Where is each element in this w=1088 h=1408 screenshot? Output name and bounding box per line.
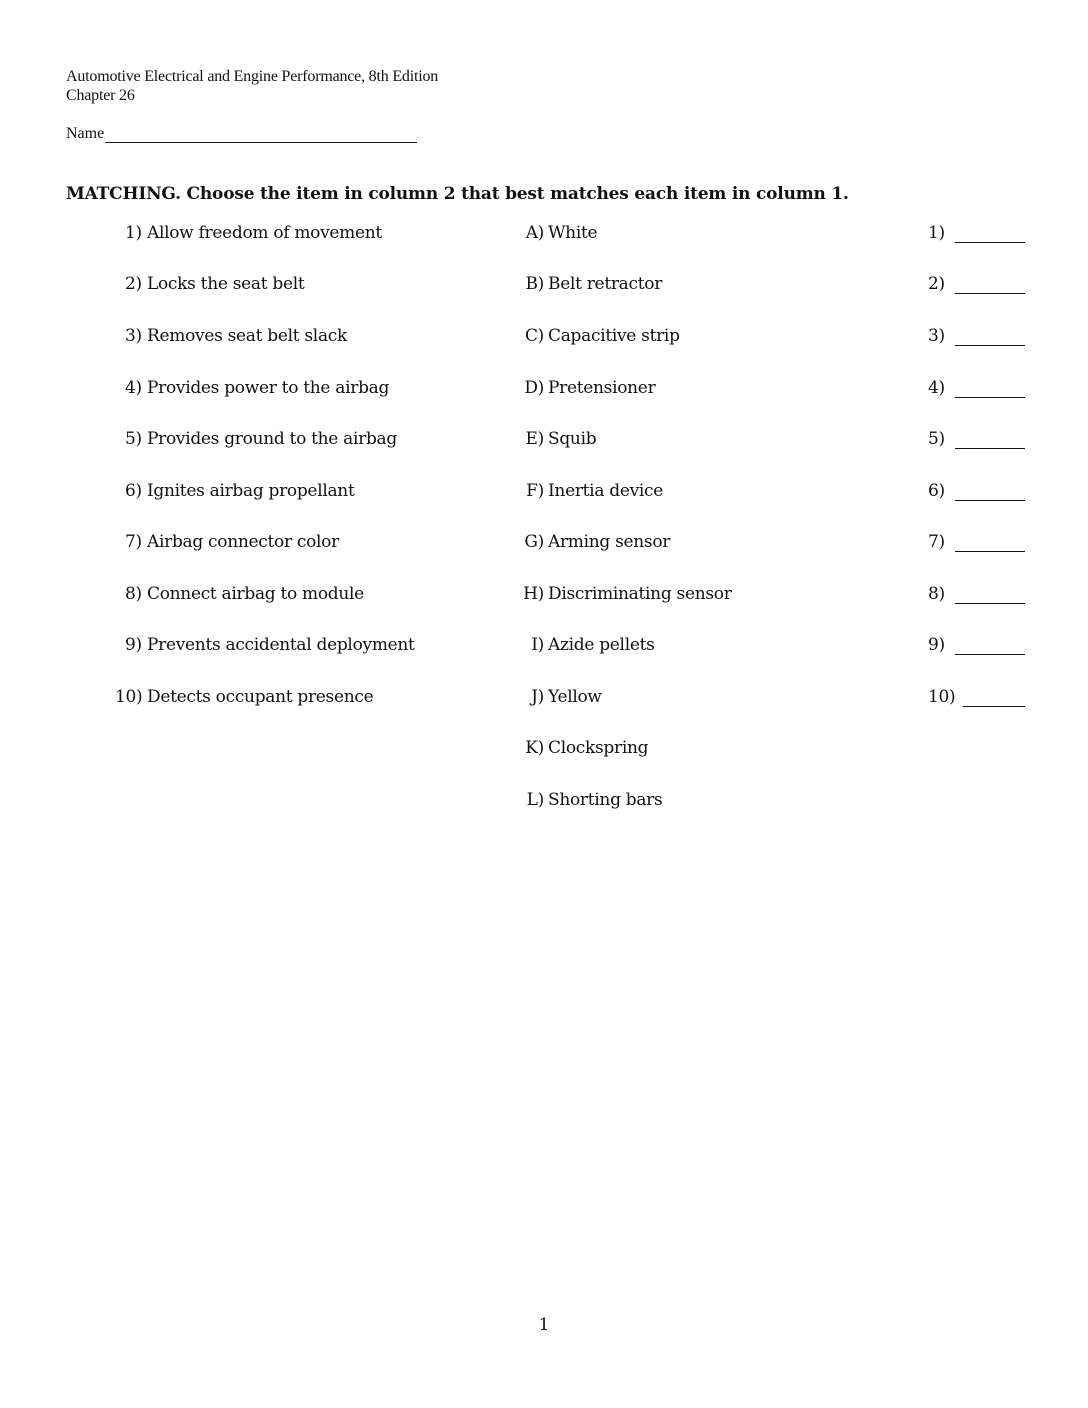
answer-blank[interactable] bbox=[955, 654, 1025, 655]
col1-text: Provides power to the airbag bbox=[147, 378, 390, 398]
col1-number: 4) bbox=[125, 378, 142, 398]
matching-row bbox=[0, 481, 1088, 511]
answer-number: 8) bbox=[928, 584, 945, 604]
matching-row bbox=[0, 429, 1088, 459]
name-label: Name bbox=[66, 125, 105, 142]
col2-letter: I) bbox=[531, 635, 544, 655]
col1-text: Locks the seat belt bbox=[147, 274, 305, 294]
col2-letter: G) bbox=[524, 532, 544, 552]
answer-number: 3) bbox=[928, 326, 945, 346]
answer-blank[interactable] bbox=[963, 706, 1025, 707]
col1-number: 5) bbox=[125, 429, 142, 449]
chapter-label: Chapter 26 bbox=[66, 87, 135, 104]
col2-text: Yellow bbox=[548, 687, 602, 707]
answer-blank[interactable] bbox=[955, 551, 1025, 552]
col2-text: Arming sensor bbox=[548, 532, 671, 552]
col1-number: 10) bbox=[115, 687, 143, 707]
col2-letter: K) bbox=[525, 738, 544, 758]
matching-row bbox=[0, 584, 1088, 614]
answer-number: 4) bbox=[928, 378, 945, 398]
answer-blank[interactable] bbox=[955, 397, 1025, 398]
answer-blank[interactable] bbox=[955, 500, 1025, 501]
col2-text: Discriminating sensor bbox=[548, 584, 732, 604]
col1-number: 8) bbox=[125, 584, 142, 604]
page-number: 1 bbox=[538, 1315, 550, 1335]
matching-row bbox=[0, 532, 1088, 562]
answer-number: 1) bbox=[928, 223, 945, 243]
col2-text: Belt retractor bbox=[548, 274, 663, 294]
answer-number: 6) bbox=[928, 481, 945, 501]
col2-letter: B) bbox=[525, 274, 544, 294]
answer-blank[interactable] bbox=[955, 448, 1025, 449]
instructions: MATCHING. Choose the item in column 2 that best matches each item in column 1. bbox=[66, 184, 849, 204]
col1-text: Ignites airbag propellant bbox=[147, 481, 355, 501]
col2-letter: J) bbox=[531, 687, 544, 707]
matching-row bbox=[0, 378, 1088, 408]
answer-number: 10) bbox=[928, 687, 956, 707]
col2-letter: L) bbox=[526, 790, 544, 810]
col1-text: Detects occupant presence bbox=[147, 687, 374, 707]
col1-number: 2) bbox=[125, 274, 142, 294]
col1-text: Removes seat belt slack bbox=[147, 326, 347, 346]
answer-blank[interactable] bbox=[955, 293, 1025, 294]
col2-text: White bbox=[548, 223, 598, 243]
col1-number: 7) bbox=[125, 532, 142, 552]
answer-blank[interactable] bbox=[955, 345, 1025, 346]
col2-letter: H) bbox=[523, 584, 544, 604]
matching-row bbox=[0, 223, 1088, 253]
col2-letter: E) bbox=[525, 429, 544, 449]
col1-text: Airbag connector color bbox=[147, 532, 339, 552]
matching-row bbox=[0, 738, 1088, 768]
col2-letter: F) bbox=[526, 481, 544, 501]
col1-text: Provides ground to the airbag bbox=[147, 429, 397, 449]
col1-number: 1) bbox=[125, 223, 142, 243]
answer-blank[interactable] bbox=[955, 242, 1025, 243]
matching-row bbox=[0, 635, 1088, 665]
col1-text: Allow freedom of movement bbox=[147, 223, 382, 243]
col1-text: Prevents accidental deployment bbox=[147, 635, 415, 655]
col1-number: 3) bbox=[125, 326, 142, 346]
col1-number: 6) bbox=[125, 481, 142, 501]
matching-row bbox=[0, 326, 1088, 356]
answer-blank[interactable] bbox=[955, 603, 1025, 604]
col2-letter: D) bbox=[524, 378, 544, 398]
answer-number: 2) bbox=[928, 274, 945, 294]
answer-number: 5) bbox=[928, 429, 945, 449]
matching-row bbox=[0, 687, 1088, 717]
answer-number: 9) bbox=[928, 635, 945, 655]
col1-number: 9) bbox=[125, 635, 142, 655]
col2-text: Capacitive strip bbox=[548, 326, 680, 346]
name-blank[interactable] bbox=[105, 124, 417, 143]
col2-text: Inertia device bbox=[548, 481, 664, 501]
book-title: Automotive Electrical and Engine Performance, 8th Edition bbox=[66, 68, 439, 85]
col1-text: Connect airbag to module bbox=[147, 584, 364, 604]
answer-number: 7) bbox=[928, 532, 945, 552]
col2-text: Pretensioner bbox=[548, 378, 656, 398]
col2-text: Azide pellets bbox=[548, 635, 655, 655]
matching-row bbox=[0, 790, 1088, 820]
matching-row bbox=[0, 274, 1088, 304]
col2-text: Clockspring bbox=[548, 738, 649, 758]
col2-text: Squib bbox=[548, 429, 597, 449]
col2-text: Shorting bars bbox=[548, 790, 663, 810]
col2-letter: A) bbox=[525, 223, 544, 243]
col2-letter: C) bbox=[524, 326, 544, 346]
name-field[interactable] bbox=[66, 124, 417, 143]
